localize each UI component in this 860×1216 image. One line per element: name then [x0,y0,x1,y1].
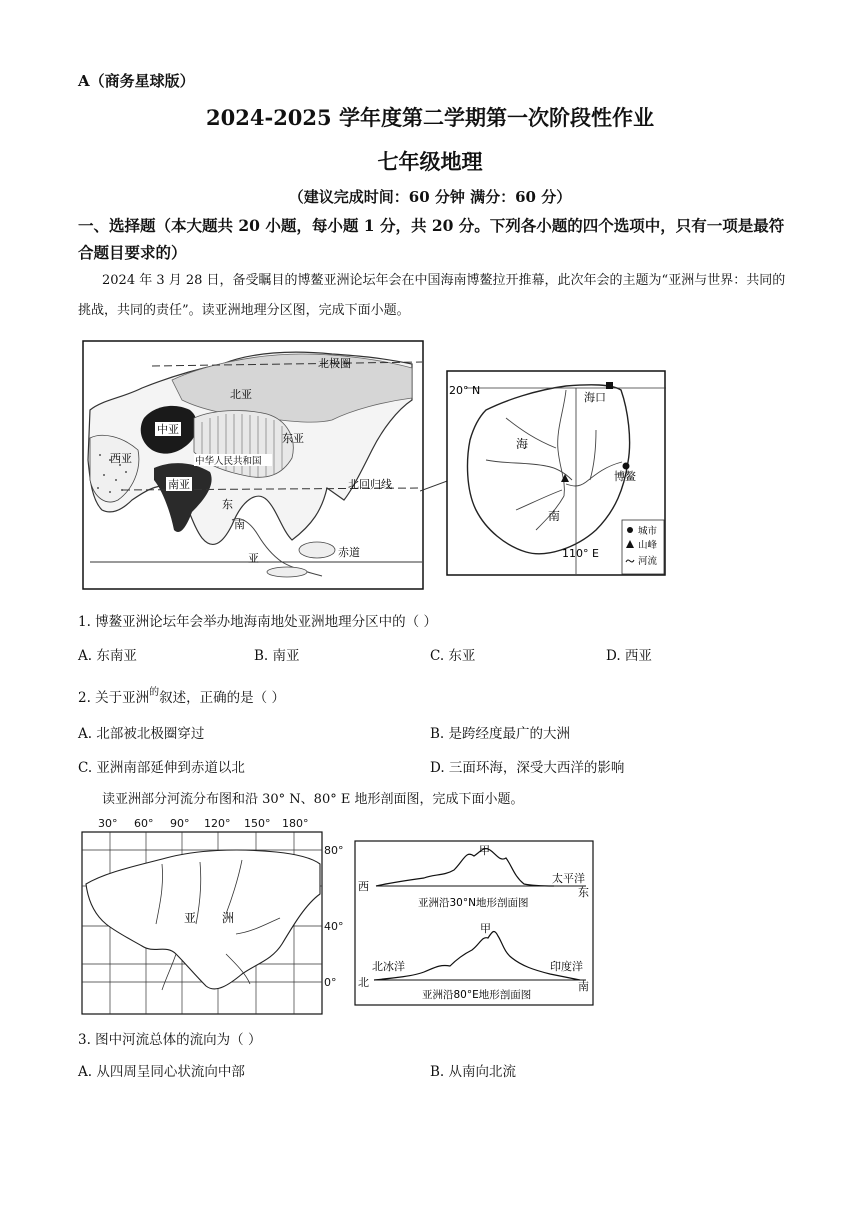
profile2-south: 南 [578,980,589,993]
q1-option-b[interactable]: B. 南亚 [254,648,300,664]
lon-tick-30: 30° [98,817,118,830]
q1-option-c[interactable]: C. 东亚 [430,648,476,664]
q2-stem-post: 叙述，正确的是（ ） [159,690,285,706]
profile1-caption: 亚洲沿30°N地形剖面图 [418,897,529,909]
south-asia-label: 南亚 [168,478,190,491]
q2-option-b[interactable]: B. 是跨经度最广的大洲 [430,726,571,742]
lon-110e-label: 110° E [562,547,599,560]
dong-label: 东 [222,498,233,511]
nan-label: 南 [234,518,245,531]
prc-label: 中华人民共和国 [195,456,262,467]
ya-label: 亚 [184,911,197,925]
edition-label: A（商务星球版） [78,72,195,90]
east-asia-label: 东亚 [282,432,304,445]
intro-paragraph-2: 读亚洲部分河流分布图和沿 30° N、80° E 地形剖面图，完成下面小题。 [102,792,524,807]
q2-option-a[interactable]: A. 北部被北极圈穿过 [78,726,205,742]
haikou-label: 海口 [584,391,606,404]
boao-label: 博鳌 [614,470,636,483]
profile2-caption: 亚洲沿80°E地形剖面图 [422,989,532,1001]
profile2-south-ocean: 印度洋 [550,960,583,973]
profile2-peak: 甲 [480,922,491,935]
profile1-ocean: 太平洋 [552,872,585,885]
asia-regions-map [82,340,424,590]
lat-tick-0: 0° [324,976,337,989]
intro-paragraph-1: 2024 年 3 月 28 日，备受瞩目的博鳌亚洲论坛年会在中国海南博鳌拉开推幕，此次年会的主题为“亚洲与世界：共同的挑战，共同的责任”。读亚洲地理分区图，完成下面小题。 [78,273,786,318]
q3-option-a[interactable]: A. 从四周呈同心状流向中部 [78,1064,245,1080]
lon-tick-180: 180° [282,817,309,830]
asia-rivers-map [76,814,346,1020]
terrain-profiles [354,840,594,1006]
hai-label: 海 [516,437,529,451]
zhou-label: 洲 [222,911,235,925]
exam-title: 2024-2025 学年度第二学期第一次阶段性作业 [206,105,654,130]
question-2 [78,686,285,706]
question-1: 1. 博鳌亚洲论坛年会举办地海南地处亚洲地理分区中的（ ） [78,614,437,630]
q2-option-d[interactable]: D. 三面环海，深受大西洋的影响 [430,760,625,776]
central-asia-label: 中亚 [157,423,179,436]
lon-tick-60: 60° [134,817,154,830]
hainan-map [446,370,666,576]
west-asia-label: 西亚 [110,452,132,465]
q1-option-d[interactable]: D. 西亚 [606,648,652,664]
q2-stem-sup: 的 [149,687,160,698]
equator-label: 赤道 [338,546,360,559]
nan-label: 南 [548,509,561,523]
tropic-label: 北回归线 [348,478,392,491]
north-asia-label: 北亚 [230,388,252,401]
profile2-north: 北 [358,976,369,989]
q3-option-b[interactable]: B. 从南向北流 [430,1064,517,1080]
time-info: （建议完成时间：60 分钟 满分：60 分） [288,188,572,206]
legend-peak: 山峰 [638,540,658,551]
q2-option-c[interactable]: C. 亚洲南部延伸到赤道以北 [78,760,245,776]
ya-label: 亚 [248,552,259,565]
map-legend [622,520,664,574]
section-heading: 一、选择题（本大题共 20 小题，每小题 1 分，共 20 分。下列各小题的四个选项中，只有一项是最符合题目要求的） [78,216,785,262]
subject-title: 七年级地理 [377,149,483,174]
profile1-peak: 甲 [479,844,490,857]
lon-tick-150: 150° [244,817,271,830]
profile1-east: 东 [578,886,589,899]
q1-option-a[interactable]: A. 东南亚 [78,648,137,664]
profile2-north-ocean: 北冰洋 [372,960,405,973]
lat-tick-40: 40° [324,920,344,933]
arctic-label: 北极圈 [318,357,351,370]
lon-tick-90: 90° [170,817,190,830]
lat-tick-80: 80° [324,844,344,857]
legend-city: 城市 [638,526,658,537]
q2-stem-pre: 2. 关于亚洲 [78,690,150,706]
legend-river: 河流 [638,556,658,567]
profile1-west: 西 [358,880,369,893]
question-3: 3. 图中河流总体的流向为（ ） [78,1032,262,1048]
lat-20n-label: 20° N [449,384,481,397]
lon-tick-120: 120° [204,817,231,830]
